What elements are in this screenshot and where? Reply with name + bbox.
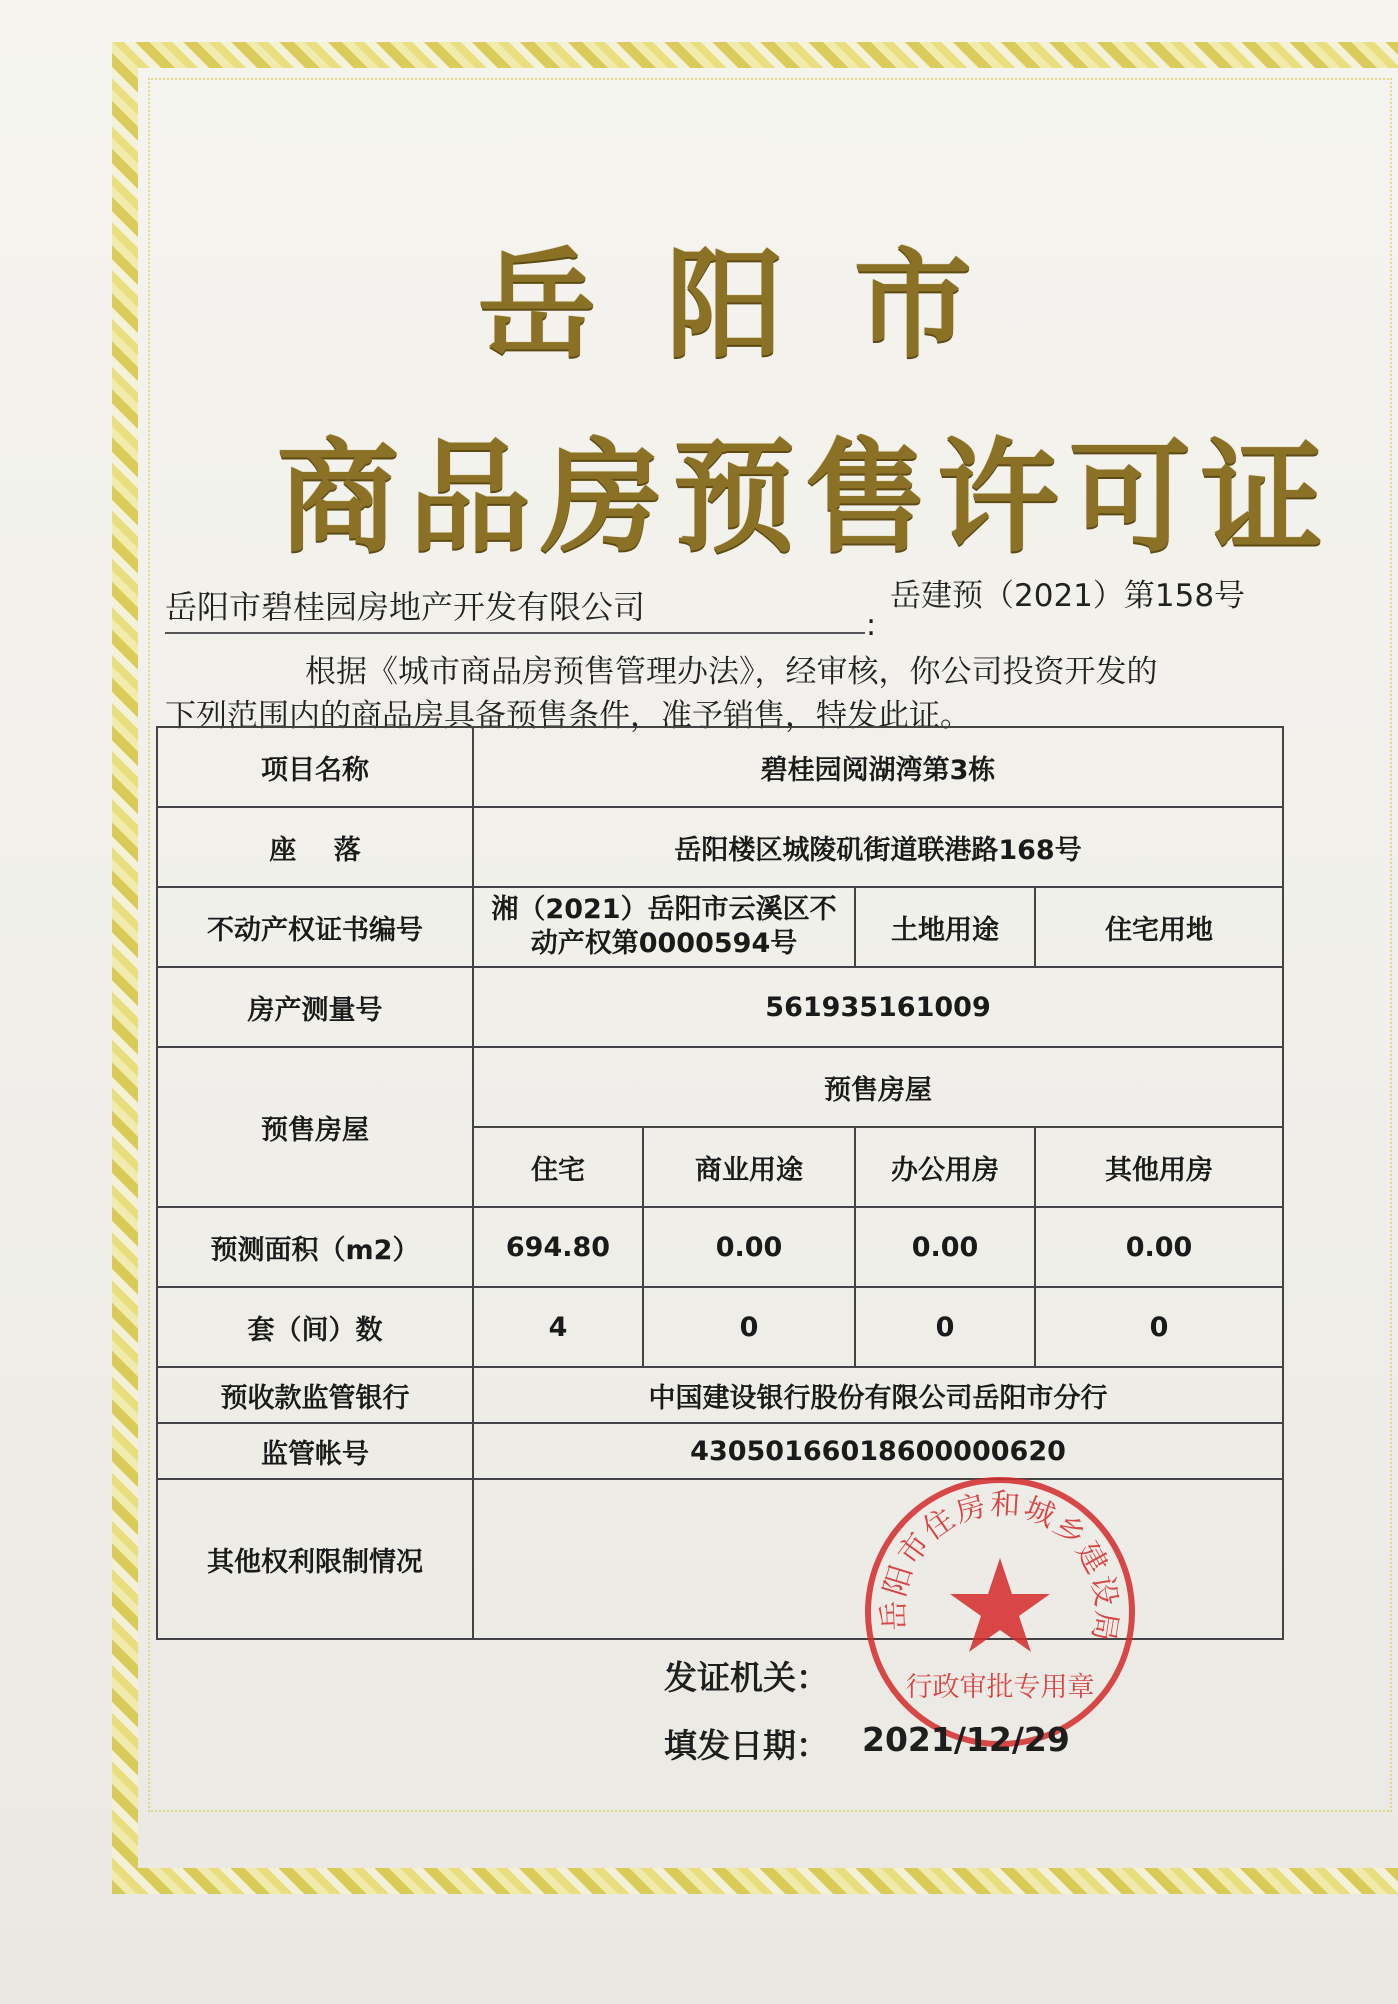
units-label: 套（间）数 [157,1287,473,1367]
title-city: 岳阳市 [477,236,1042,374]
paragraph-line-1: 根据《城市商品房预售管理办法》，经审核，你公司投资开发的 [305,654,1158,690]
land-use-label: 土地用途 [855,887,1035,967]
bank-value: 中国建设银行股份有限公司岳阳市分行 [473,1367,1283,1423]
area-office: 0.00 [855,1207,1035,1287]
issue-date-label: 填发日期： [664,1726,829,1765]
table-row [157,1287,1283,1367]
certificate-number: 岳建预（2021）第158号 [890,578,1246,614]
column-commercial: 商业用途 [643,1127,855,1207]
table-row [157,887,1283,967]
star-icon [950,1558,1050,1652]
survey-no-label: 房产测量号 [157,967,473,1047]
project-name-value: 碧桂园阅湖湾第3栋 [473,727,1283,807]
table-row [157,807,1283,887]
official-seal-stamp [858,1470,1142,1754]
units-commercial: 0 [643,1287,855,1367]
company-name: 岳阳市碧桂园房地产开发有限公司 [165,582,865,634]
location-value: 岳阳楼区城陵矶街道联港路168号 [473,807,1283,887]
table-row [157,1207,1283,1287]
paragraph-line-2: 下列范围内的商品房具备预售条件，准予销售，特发此证。 [165,698,971,734]
issue-date-value: 2021/12/29 [862,1720,1070,1759]
account-label: 监管帐号 [157,1423,473,1479]
issuer-label: 发证机关： [664,1658,829,1697]
table-row [157,1367,1283,1423]
presale-header: 预售房屋 [473,1047,1283,1127]
area-commercial: 0.00 [643,1207,855,1287]
restrictions-label: 其他权利限制情况 [157,1479,473,1639]
property-cert-label: 不动产权证书编号 [157,887,473,967]
colon: : [866,608,877,643]
title-certificate: 商品房预售许可证 [277,427,1333,569]
survey-no-value: 561935161009 [473,967,1283,1047]
location-label: 座 落 [157,807,473,887]
property-cert-value: 湘（2021）岳阳市云溪区不动产权第0000594号 [473,887,855,967]
area-other: 0.00 [1035,1207,1283,1287]
column-residential: 住宅 [473,1127,643,1207]
table-row [157,1047,1283,1127]
account-value: 43050166018600000620 [473,1423,1283,1479]
seal-outer-text: 岳阳市住房和城乡建设局 [876,1486,1124,1646]
project-name-label: 项目名称 [157,727,473,807]
seal-inner-text: 行政审批专用章 [905,1672,1095,1703]
table-row [157,967,1283,1047]
column-other: 其他用房 [1035,1127,1283,1207]
presale-label: 预售房屋 [157,1047,473,1207]
area-residential: 694.80 [473,1207,643,1287]
land-use-value: 住宅用地 [1035,887,1283,967]
table-row [157,727,1283,807]
units-office: 0 [855,1287,1035,1367]
approval-paragraph [165,650,1295,738]
column-office: 办公用房 [855,1127,1035,1207]
bank-label: 预收款监管银行 [157,1367,473,1423]
area-label: 预测面积（m2） [157,1207,473,1287]
units-residential: 4 [473,1287,643,1367]
units-other: 0 [1035,1287,1283,1367]
